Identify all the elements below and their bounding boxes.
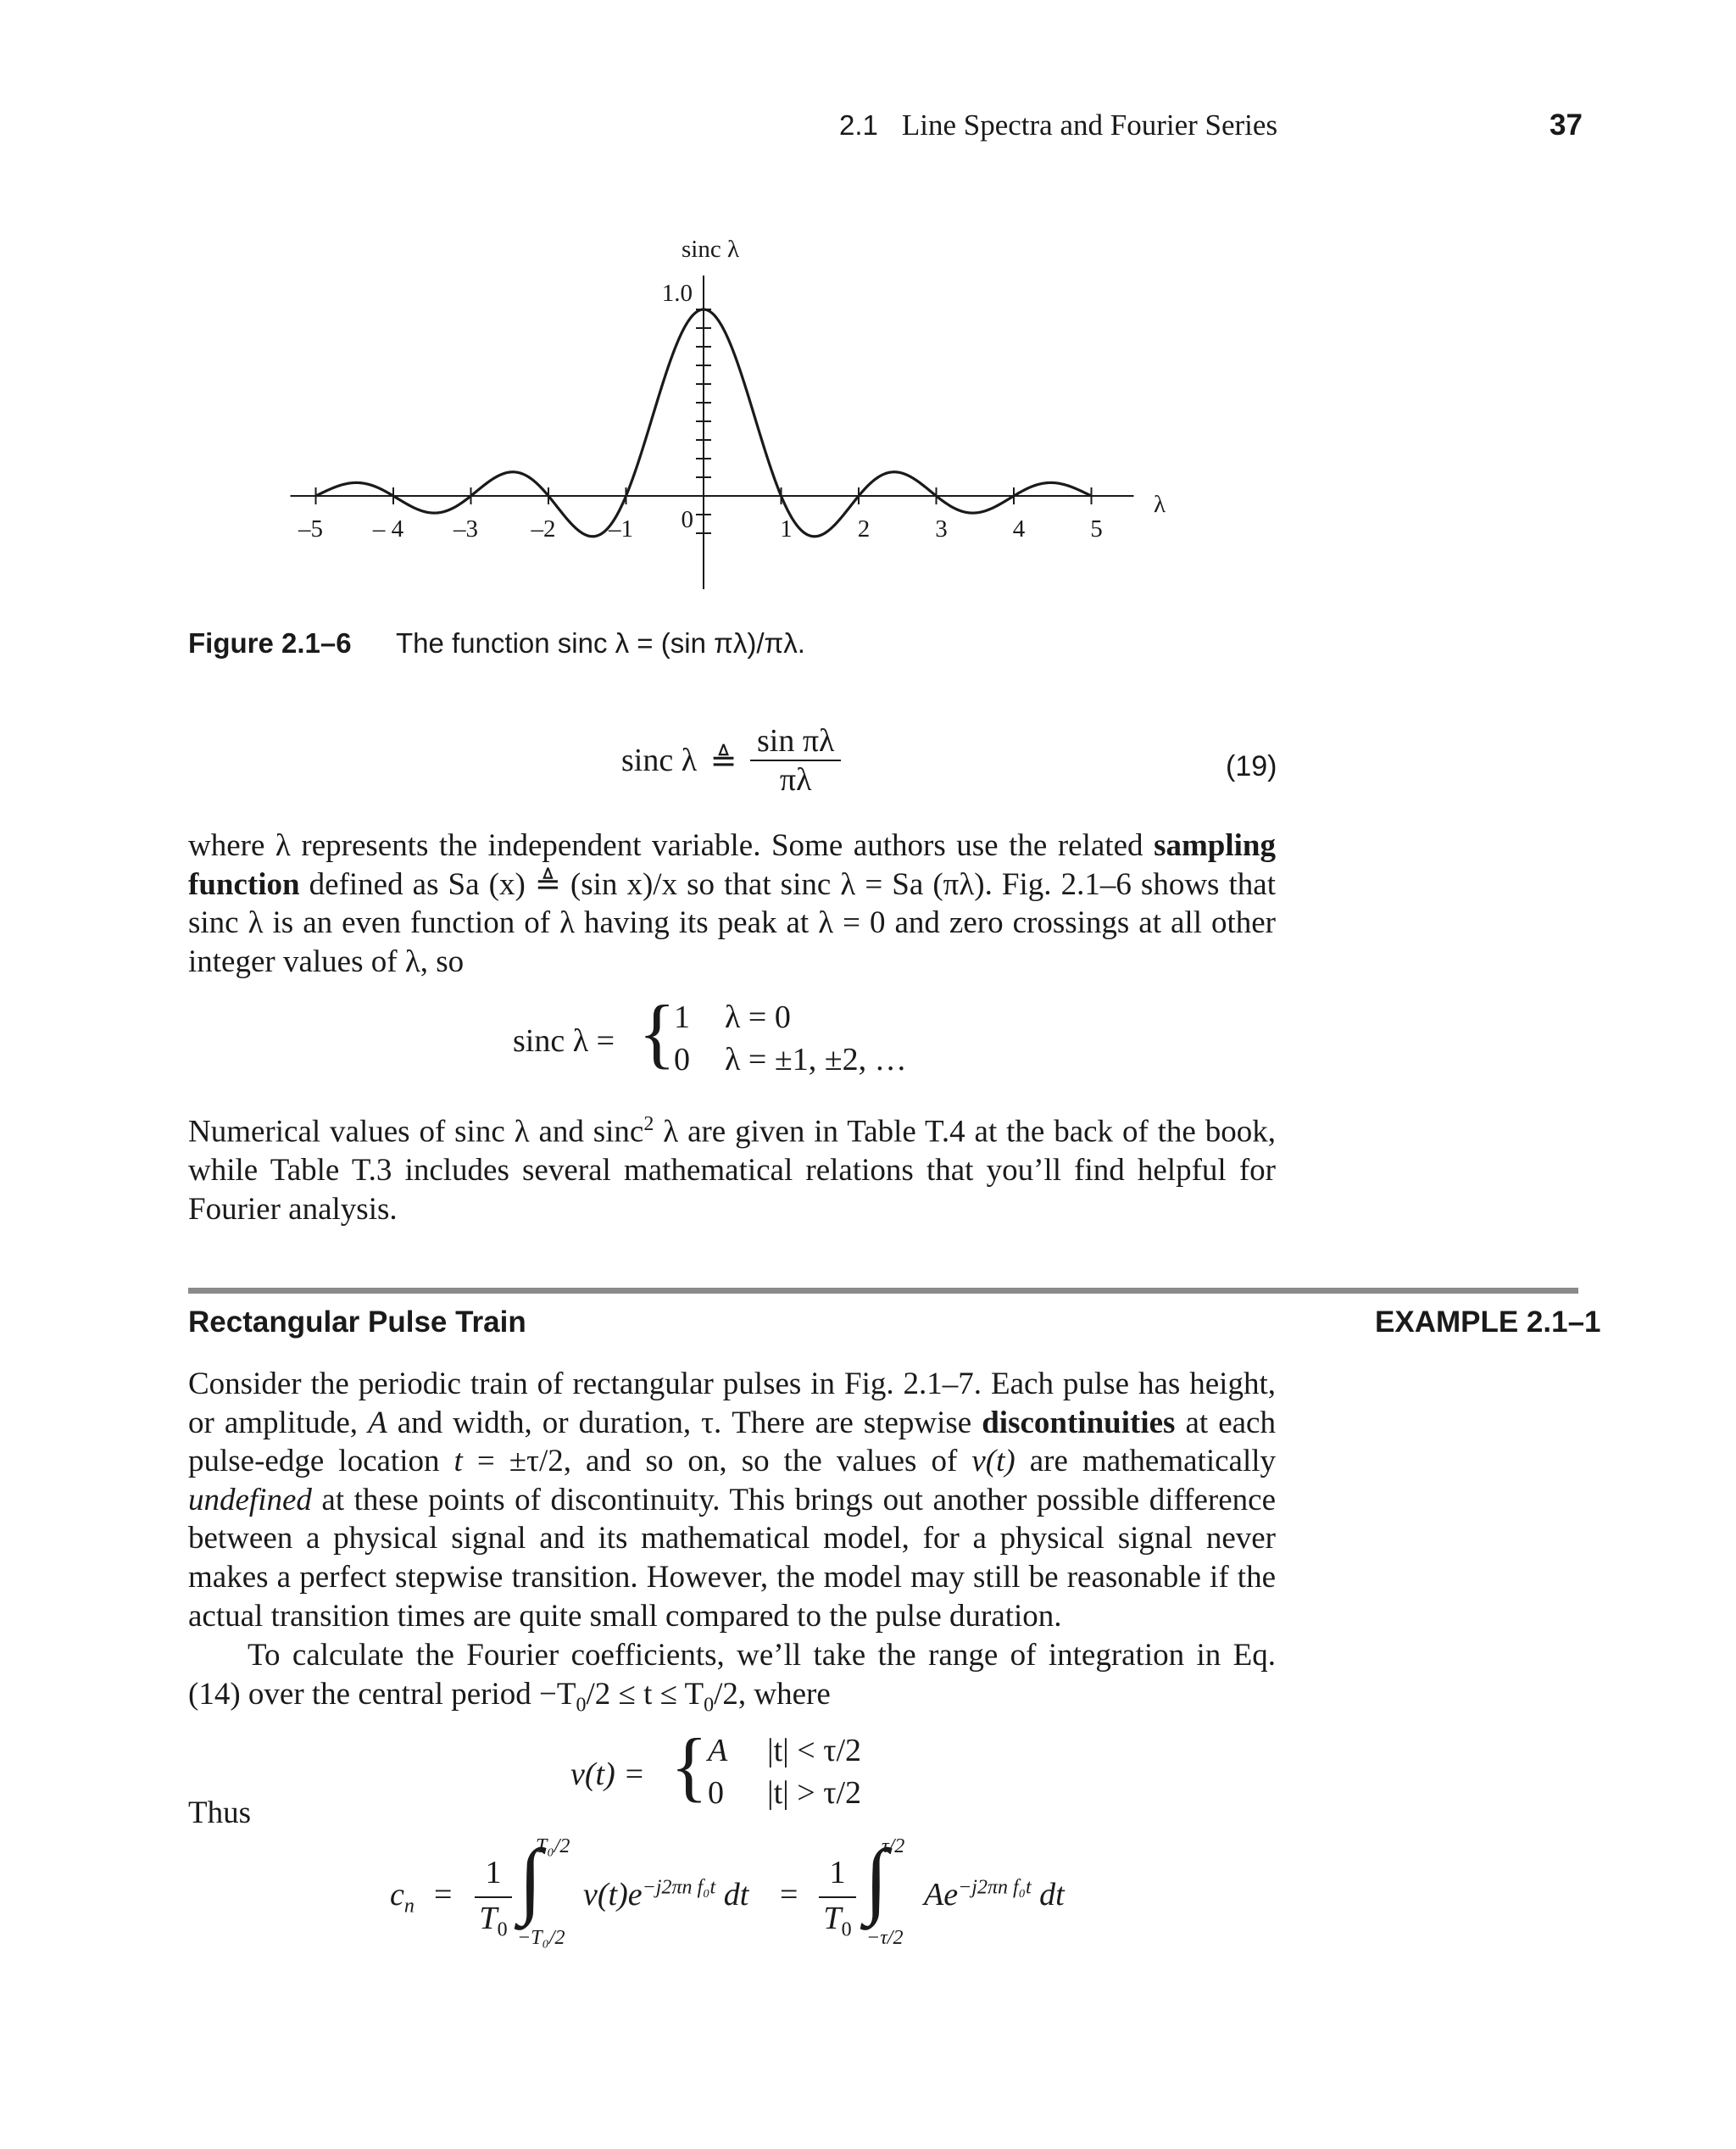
paragraph-pulse-train: [188, 1365, 1276, 1635]
figure-caption-label: Figure 2.1–6: [188, 627, 352, 659]
cn-one-2: 1: [829, 1855, 846, 1890]
cn-equals-2: =: [780, 1877, 798, 1912]
x-tick-label: –5: [298, 515, 323, 543]
sinc-case-2-value: 0: [674, 1042, 690, 1077]
para3-italic-undefined: undefined: [188, 1482, 312, 1517]
v-case-2-condition: |t| > τ/2: [767, 1775, 862, 1811]
thus-text: Thus: [188, 1795, 251, 1830]
para3-italic-A: A: [368, 1405, 387, 1440]
cn-T0-2: $T_0$: [823, 1901, 852, 1941]
x-axis-label: λ: [1153, 491, 1166, 518]
paragraph-sinc-definition: [188, 827, 1276, 981]
eq19-lhs: sinc λ: [621, 743, 698, 778]
para4-text-3: /2, where: [714, 1676, 831, 1712]
v-case-1-value: A: [708, 1733, 728, 1768]
integral-upper-2: τ/2: [882, 1835, 905, 1857]
example-rule: [188, 1288, 1578, 1294]
example-label: EXAMPLE 2.1–1: [1375, 1306, 1601, 1339]
left-brace: {: [638, 989, 676, 1076]
paragraph-numerical-values: [188, 1105, 1276, 1228]
para4-sub-2: 0: [704, 1693, 715, 1716]
cn-fraction-bar-1: [475, 1896, 512, 1898]
cn-fraction-bar-2: [819, 1896, 856, 1898]
para4-text-2: /2 ≤ t ≤ T: [586, 1676, 704, 1712]
equation-19: [621, 722, 841, 799]
x-tick-label: 5: [1090, 515, 1103, 543]
para3-text-2: and width, or duration, τ. There are stepwise: [387, 1405, 982, 1440]
para4-sub-1: 0: [576, 1693, 587, 1716]
sinc-figure: [280, 229, 1221, 610]
para3-text-1: Consider the periodic train of rectangular pulses in Fig. 2.1–7. Each pulse has height, or amplitude,: [188, 1367, 1276, 1440]
paragraph-fourier-coefficients: [188, 1636, 1276, 1725]
eq19-defined-as: ≜: [709, 743, 737, 779]
eq19-denominator: πλ: [779, 762, 812, 798]
x-tick-label: 3: [935, 515, 948, 543]
section-title: Line Spectra and Fourier Series: [901, 109, 1278, 142]
integrand-2: $Ae^{-j2\pi n f_0t}$ dt: [924, 1876, 1065, 1912]
figure-axes: [291, 276, 1134, 589]
para1-text-1: where λ represents the independent variable. Some authors use the related: [188, 828, 1155, 863]
para2-text-2: λ are given in Table T.4 at the back of the book, while Table T.3 includes several mathematical relations that you’ll find helpful for Fourier analysis.: [188, 1114, 1276, 1227]
equation-number-19: (19): [1226, 750, 1277, 782]
integral-sign-2: ∫: [865, 1832, 888, 1926]
cn-equals-1: =: [434, 1877, 453, 1912]
y-axis-label: sinc λ: [681, 236, 740, 263]
origin-label: 0: [681, 506, 693, 533]
para3-italic-t: t: [453, 1444, 463, 1479]
term-discontinuities: discontinuities: [982, 1405, 1176, 1440]
x-tick-label: – 4: [372, 515, 404, 543]
para3-text-3: at each pulse-edge location: [188, 1405, 1276, 1479]
eq19-fraction: [750, 722, 841, 799]
para1-text-2: defined as Sa (x) ≜ (sin x)/x so that sinc λ = Sa (πλ). Fig. 2.1–6 shows that sinc λ is an even function of λ having its peak at λ = 0 and zero crossings at all other integer values of λ, so: [188, 866, 1277, 979]
para3-text-4: = ±τ/2, and so on, so the values of: [462, 1444, 972, 1479]
para2-superscript: 2: [643, 1113, 654, 1135]
example-title: Rectangular Pulse Train: [188, 1306, 526, 1339]
left-brace-vt: {: [670, 1723, 709, 1809]
para3-text-6: at these points of discontinuity. This brings out another possible difference between a physical signal and its mathematical model, for a physical signal never makes a perfect stepwise transition. However, the model may still be reasonable if the actual transition times are quite small compared to the pulse duration.: [188, 1482, 1276, 1634]
integral-upper-1: T₀/2: [536, 1835, 570, 1857]
sinc-case-2-condition: λ = ±1, ±2, …: [725, 1042, 907, 1077]
page-number: 37: [1550, 109, 1583, 142]
integrand-1: $v(t)e^{-j2\pi n f_0t}$ dt: [583, 1876, 749, 1912]
cn-T0-1: $T_0$: [479, 1901, 508, 1941]
running-head: [839, 109, 1277, 142]
x-tick-label: –2: [531, 515, 556, 543]
eq19-numerator: sin πλ: [750, 722, 841, 761]
cn-one-1: 1: [485, 1855, 502, 1890]
v-case-2-value: 0: [708, 1775, 724, 1811]
equation-cn: [390, 1832, 1153, 1954]
cn-lhs: $c_n$: [390, 1877, 415, 1918]
sinc-cases-lhs: sinc λ =: [513, 1023, 615, 1059]
x-tick-label: 1: [780, 515, 793, 543]
x-tick-label: –1: [609, 515, 633, 543]
v-of-t-lhs: v(t) =: [570, 1757, 645, 1792]
y-tick-label-top: 1.0: [661, 280, 693, 307]
sinc-case-1-value: 1: [674, 999, 690, 1035]
v-case-1-condition: |t| < τ/2: [767, 1733, 862, 1768]
sinc-case-1-condition: λ = 0: [725, 999, 791, 1035]
integral-sign-1: ∫: [519, 1832, 542, 1926]
integral-lower-2: −τ/2: [866, 1927, 904, 1949]
para4-text-1: To calculate the Fourier coefficients, we’ll take the range of integration in Eq. (14) over the central period −T: [188, 1638, 1276, 1712]
section-number: 2.1: [839, 109, 878, 141]
integral-lower-1: −T₀/2: [517, 1927, 565, 1949]
para3-italic-vt: v(t): [971, 1444, 1015, 1479]
x-tick-label: 4: [1012, 515, 1026, 543]
term-sampling-function: sampling function: [188, 828, 1276, 902]
para3-text-5: are mathematically: [1015, 1444, 1277, 1479]
para2-text-1: Numerical values of sinc λ and sinc: [188, 1114, 644, 1150]
x-tick-label: 2: [857, 515, 871, 543]
figure-caption-text: The function sinc λ = (sin πλ)/πλ.: [396, 627, 805, 659]
x-tick-label: –3: [453, 515, 478, 543]
